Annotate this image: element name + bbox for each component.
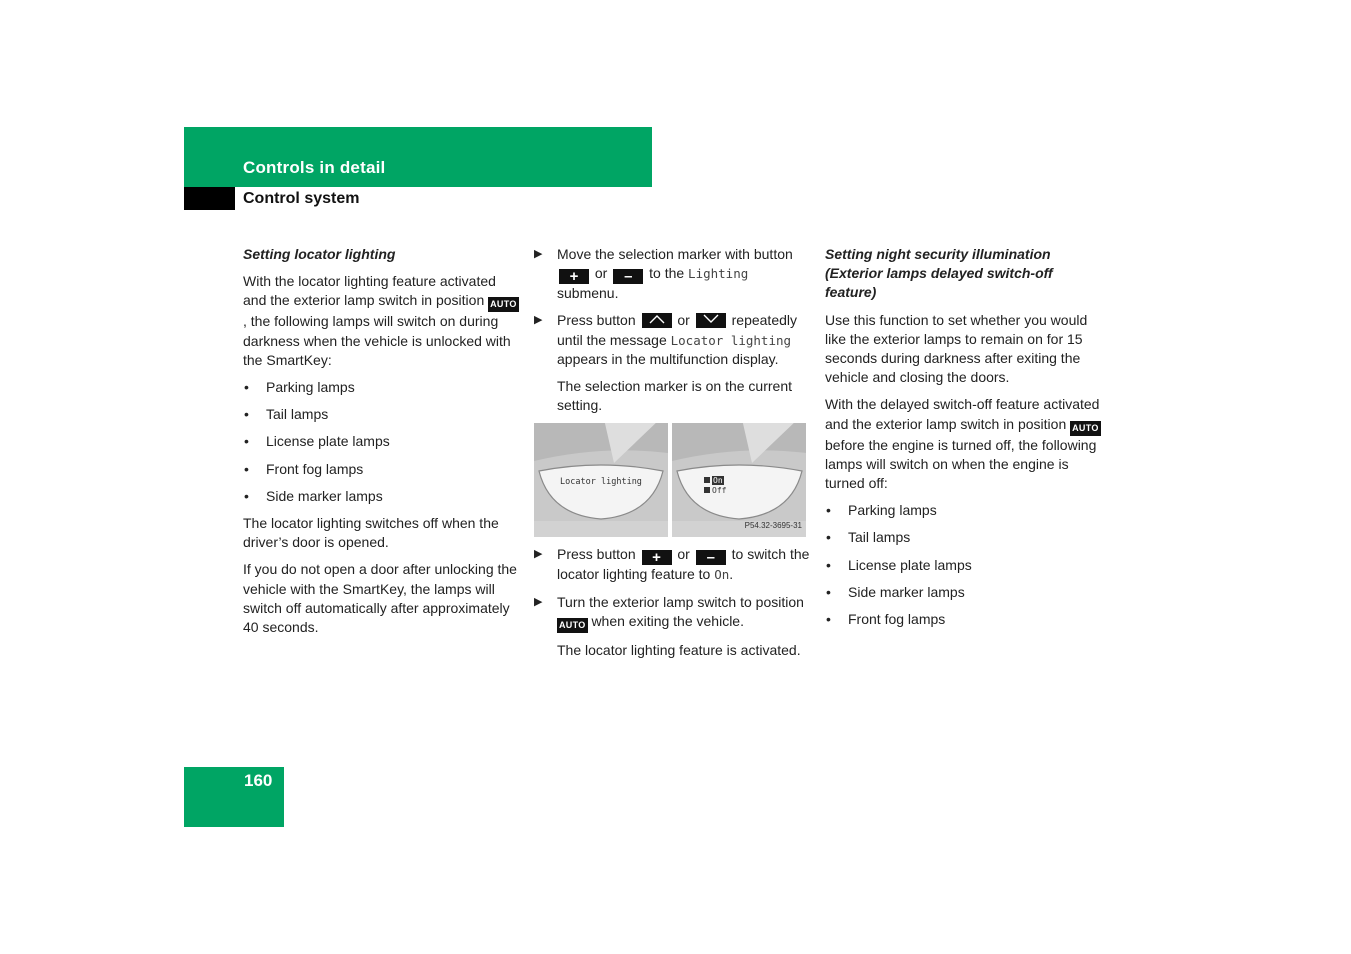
header-bar <box>184 127 652 187</box>
list-item: • Side marker lamps <box>825 583 1107 602</box>
paragraph: Use this function to set whether you would like the exterior lamps to remain on for 15 seconds during darkness after exiting the vehicle and closing the doors. <box>825 311 1088 386</box>
checkbox-icon <box>704 487 710 493</box>
step-2: ▶ Press button or repeatedly until the message Locator lighting appears in the multifunction display. <box>534 312 798 367</box>
plus-button-icon: + <box>642 550 672 565</box>
option-on: On <box>704 471 724 490</box>
option-off: Off <box>704 481 726 500</box>
column-night-security <box>825 245 1107 637</box>
arrow-icon: ▶ <box>534 248 543 260</box>
display-text: Locator lighting <box>560 477 642 488</box>
paragraph: The locator lighting switches off when the driver’s door is opened. <box>243 515 499 551</box>
display-message: Locator lighting <box>670 332 792 348</box>
list-item: • License plate lamps <box>243 432 521 451</box>
column-steps <box>534 245 810 668</box>
down-button-icon <box>696 313 726 328</box>
step-4: ▶ Turn the exterior lamp switch to position AUTO when exiting the vehicle. <box>534 593 810 633</box>
heading-locator-lighting: Setting locator lighting <box>243 246 396 262</box>
arrow-icon: ▶ <box>534 595 543 608</box>
note: The selection marker is on the current setting. <box>557 378 792 414</box>
intro-paragraph: With the locator lighting feature activated and the exterior lamp switch in position AUTO, the following lamps will switch on during darkness when the vehicle is unlocked with the SmartKey: <box>243 273 517 368</box>
list-item: • Front fog lamps <box>243 460 521 479</box>
auto-icon: AUTO <box>1070 421 1101 436</box>
menu-name: Lighting <box>688 266 749 282</box>
column-locator-lighting <box>243 245 521 645</box>
lamp-list <box>243 378 521 506</box>
auto-icon: AUTO <box>557 618 588 633</box>
display-panel-right <box>672 423 806 537</box>
chapter-title: Controls in detail <box>243 158 386 177</box>
list-item: • Front fog lamps <box>825 610 1107 629</box>
list-item: • Tail lamps <box>825 528 1107 547</box>
display-panel-left <box>534 423 668 537</box>
arrow-icon: ▶ <box>534 314 543 327</box>
setting-value: On <box>714 567 730 583</box>
note: The locator lighting feature is activated. <box>557 641 801 658</box>
heading-night-security: Setting night security illumination (Exterior lamps delayed switch-off feature) <box>825 246 1053 301</box>
plus-button-icon: + <box>559 269 589 284</box>
paragraph: With the delayed switch-off feature activated and the exterior lamp switch in position AUTO before the engine is turned off, the following lamps will switch on when the engine is turned off: <box>825 396 1100 492</box>
list-item: • Parking lamps <box>825 501 1107 520</box>
paragraph: If you do not open a door after unlocking the vehicle with the SmartKey, the lamps will switch off automatically after approximately 40 seconds. <box>243 561 517 636</box>
list-item: • Parking lamps <box>243 378 521 397</box>
list-item: • License plate lamps <box>825 556 1107 575</box>
section-tab <box>184 187 235 210</box>
step-1: ▶ Move the selection marker with button + or – to the Lighting submenu. <box>534 246 793 302</box>
step-3: ▶ Press button + or – to switch the locator lighting feature to On. <box>534 546 810 583</box>
minus-button-icon: – <box>613 269 643 284</box>
list-item: • Side marker lamps <box>243 487 521 506</box>
page-number: 160 <box>244 771 273 790</box>
up-button-icon <box>642 313 672 328</box>
list-item: • Tail lamps <box>243 405 521 424</box>
page-number-box <box>184 767 284 827</box>
figure-code: P54.32-3695-31 <box>744 521 802 531</box>
minus-button-icon: – <box>696 550 726 565</box>
auto-icon: AUTO <box>488 297 519 312</box>
arrow-icon: ▶ <box>534 548 543 561</box>
section-title: Control system <box>243 190 360 207</box>
lamp-list <box>825 501 1107 629</box>
multifunction-display-figure <box>534 423 807 537</box>
